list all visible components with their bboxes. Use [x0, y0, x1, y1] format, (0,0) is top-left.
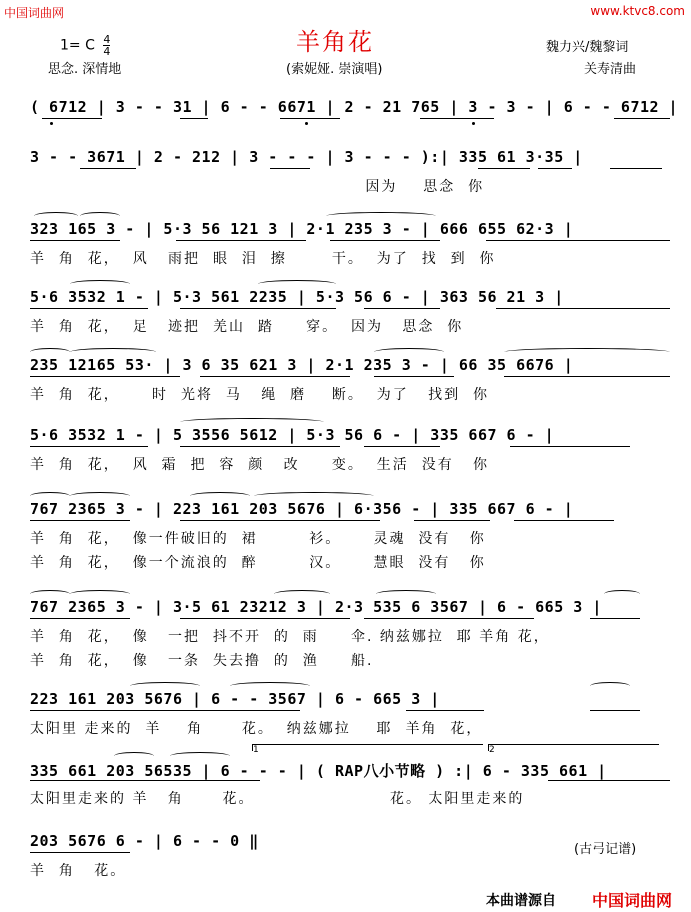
notes: 203 5676 6 - | 6 - - 0 ‖	[30, 832, 259, 850]
staff-line-4	[30, 282, 670, 338]
notes: 323 165 3 - | 5·3 56 121 3 | 2·1 235 3 - | 666 655 62·3 |	[30, 220, 574, 238]
staff-line-1	[30, 96, 679, 136]
staff-line-2	[30, 146, 670, 196]
staff-line-3	[30, 214, 670, 270]
lyric-verse-2: 羊 角 花， 像 一条 失去撸 的 渔 船.	[30, 653, 374, 669]
lyric-verse-1: 羊 角 花， 足 迹把 羌山 踏 穿。 因为 思念 你	[30, 319, 464, 335]
staff-line-6	[30, 420, 670, 476]
notes: 235 12165 53· | 3 6 35 621 3 | 2·1 235 3 - | 66 35 6676 |	[30, 356, 574, 374]
lyricist: 魏力兴/魏黎词	[546, 40, 629, 55]
staff-line-9	[30, 684, 670, 740]
notes: 767 2365 3 - | 3·5 61 23212 3 | 2·3 535 6 3567 | 6 - 665 3 |	[30, 598, 602, 616]
notes: 767 2365 3 - | 223 161 203 5676 | 6·356 - | 335 667 6 - |	[30, 500, 574, 518]
lyric-verse-1: 羊 角 花， 时 光将 马 绳 磨 断。 为了 找到 你	[30, 387, 490, 403]
tempo-mark: 思念. 深情地	[48, 62, 122, 77]
watermark-left: 中国词曲网	[4, 6, 65, 20]
singer: (索妮娅. 崇演唱)	[286, 62, 383, 77]
lyric-verse-1: 太阳里 走来的 羊 角 花。 纳兹娜拉 耶 羊角 花，	[30, 721, 483, 737]
notes: 3 - - 3671 | 2 - 212 | 3 - - - | 3 - - - ):| 335 61 3·35 |	[30, 148, 583, 166]
composer: 关寿清曲	[584, 62, 637, 77]
staff-line-10	[30, 754, 670, 810]
footer-source: 本曲谱源自	[486, 893, 556, 909]
lyric-verse-1: 太阳里走来的 羊 角 花。 花。 太阳里走来的	[30, 791, 525, 807]
lyric-verse-1: 因为 思念 你	[30, 179, 485, 195]
staff-line-8	[30, 592, 670, 676]
song-title: 羊角花	[296, 28, 374, 56]
lyric-verse-1: 羊 角 花， 像一件破旧的 裙 衫。 灵魂 没有 你	[30, 531, 486, 547]
watermark-right: www.ktvc8.com	[590, 4, 685, 18]
volta-2: 2	[488, 744, 659, 751]
lyric-verse-1: 羊 角 花。	[30, 863, 127, 879]
time-denominator: 4	[103, 45, 111, 58]
time-numerator: 4	[103, 33, 111, 46]
key-text: 1= C	[60, 37, 95, 54]
volta-1: 1	[252, 744, 483, 751]
lyric-verse-1: 羊 角 花， 风 雨把 眼 泪 擦 干。 为了 找 到 你	[30, 251, 496, 267]
staff-line-5	[30, 350, 670, 406]
staff-line-7	[30, 494, 670, 578]
notes: ( 6712 | 3 - - 31 | 6 - - 6671 | 2 - 21 765 | 3 - 3 - | 6 - - 6712 |	[30, 98, 679, 116]
notes: 223 161 203 5676 | 6 - - 3567 | 6 - 665 3 |	[30, 690, 440, 708]
notes: 335 661 203 56535 | 6 - - - | ( RAP八小节略 ) :| 6 - 335 661 |	[30, 762, 607, 780]
notes: 5·6 3532 1 - | 5 3556 5612 | 5·3 56 6 - | 335 667 6 - |	[30, 426, 555, 444]
key-signature	[60, 34, 110, 57]
lyric-verse-1: 羊 角 花， 风 霜 把 容 颜 改 变。 生活 没有 你	[30, 457, 490, 473]
time-signature	[103, 34, 110, 57]
footer-site[interactable]: 中国词曲网	[592, 891, 673, 910]
lyric-verse-1: 羊 角 花， 像 一把 抖不开 的 雨 伞. 纳兹娜拉 耶 羊角 花，	[30, 629, 550, 645]
lyric-verse-2: 羊 角 花， 像一个流浪的 醉 汉。 慧眼 没有 你	[30, 555, 486, 571]
notes: 5·6 3532 1 - | 5·3 561 2235 | 5·3 56 6 - | 363 56 21 3 |	[30, 288, 564, 306]
notation-credit: (古弓记谱)	[574, 842, 637, 857]
